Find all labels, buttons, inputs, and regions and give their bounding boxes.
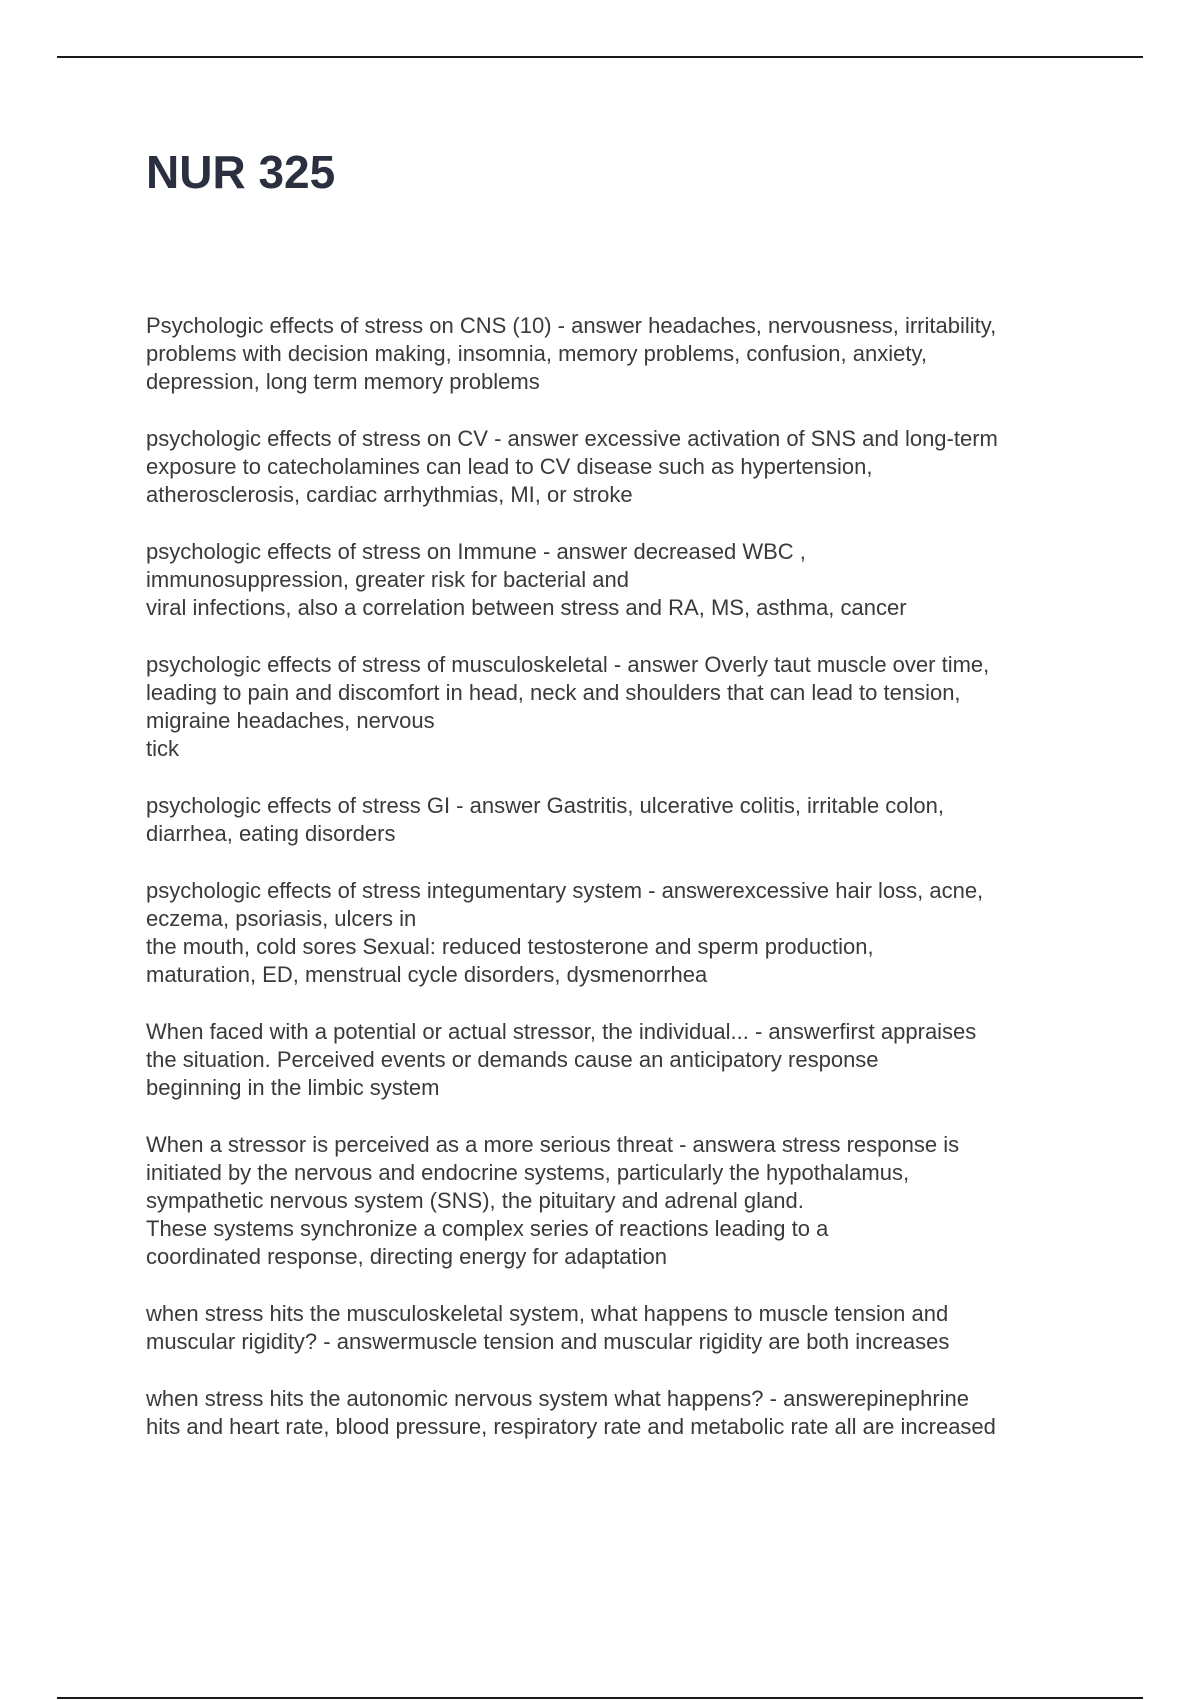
qa-line: hits and heart rate, blood pressure, respiratory rate and metabolic rate all are increased <box>146 1414 996 1439</box>
qa-line: the mouth, cold sores Sexual: reduced testosterone and sperm production, <box>146 934 874 959</box>
qa-list <box>146 312 1146 1470</box>
qa-line: Psychologic effects of stress on CNS (10) - answer headaches, nervousness, irritability, <box>146 313 997 338</box>
qa-entry <box>146 651 1146 763</box>
qa-line: psychologic effects of stress integumentary system - answerexcessive hair loss, acne, <box>146 878 984 903</box>
qa-entry <box>146 1300 1146 1356</box>
qa-line: coordinated response, directing energy for adaptation <box>146 1244 668 1269</box>
qa-entry <box>146 312 1146 396</box>
qa-line: sympathetic nervous system (SNS), the pituitary and adrenal gland. <box>146 1188 804 1213</box>
qa-line: depression, long term memory problems <box>146 369 540 394</box>
qa-entry <box>146 538 1146 622</box>
qa-entry <box>146 1131 1146 1271</box>
qa-line: problems with decision making, insomnia, memory problems, confusion, anxiety, <box>146 341 927 366</box>
qa-line: When a stressor is perceived as a more serious threat - answera stress response is <box>146 1132 960 1157</box>
top-rule <box>57 56 1143 58</box>
qa-line: when stress hits the autonomic nervous system what happens? - answerepinephrine <box>146 1386 970 1411</box>
qa-line: psychologic effects of stress on CV - answer excessive activation of SNS and long-term <box>146 426 998 451</box>
qa-line: These systems synchronize a complex series of reactions leading to a <box>146 1216 829 1241</box>
qa-line: psychologic effects of stress on Immune - answer decreased WBC , <box>146 539 806 564</box>
qa-line: diarrhea, eating disorders <box>146 821 396 846</box>
qa-line: maturation, ED, menstrual cycle disorders, dysmenorrhea <box>146 962 708 987</box>
qa-line: tick <box>146 736 179 761</box>
qa-line: leading to pain and discomfort in head, neck and shoulders that can lead to tension, <box>146 680 961 705</box>
qa-line: initiated by the nervous and endocrine systems, particularly the hypothalamus, <box>146 1160 910 1185</box>
qa-entry <box>146 1018 1146 1102</box>
qa-line: immunosuppression, greater risk for bacterial and <box>146 567 630 592</box>
qa-line: migraine headaches, nervous <box>146 708 435 733</box>
qa-entry <box>146 425 1146 509</box>
qa-line: exposure to catecholamines can lead to CV disease such as hypertension, <box>146 454 873 479</box>
qa-line: the situation. Perceived events or demands cause an anticipatory response <box>146 1047 879 1072</box>
qa-line: muscular rigidity? - answermuscle tension and muscular rigidity are both increases <box>146 1329 950 1354</box>
qa-line: when stress hits the musculoskeletal system, what happens to muscle tension and <box>146 1301 949 1326</box>
qa-line: psychologic effects of stress of musculoskeletal - answer Overly taut muscle over time, <box>146 652 990 677</box>
qa-entry <box>146 1385 1146 1441</box>
page-title: NUR 325 <box>146 146 336 198</box>
qa-line: beginning in the limbic system <box>146 1075 440 1100</box>
qa-line: When faced with a potential or actual stressor, the individual... - answerfirst appraises <box>146 1019 977 1044</box>
qa-line: eczema, psoriasis, ulcers in <box>146 906 417 931</box>
qa-line: viral infections, also a correlation between stress and RA, MS, asthma, cancer <box>146 595 907 620</box>
qa-entry <box>146 792 1146 848</box>
qa-line: atherosclerosis, cardiac arrhythmias, MI, or stroke <box>146 482 633 507</box>
bottom-rule <box>57 1697 1143 1699</box>
qa-line: psychologic effects of stress GI - answer Gastritis, ulcerative colitis, irritable colon, <box>146 793 944 818</box>
qa-entry <box>146 877 1146 989</box>
